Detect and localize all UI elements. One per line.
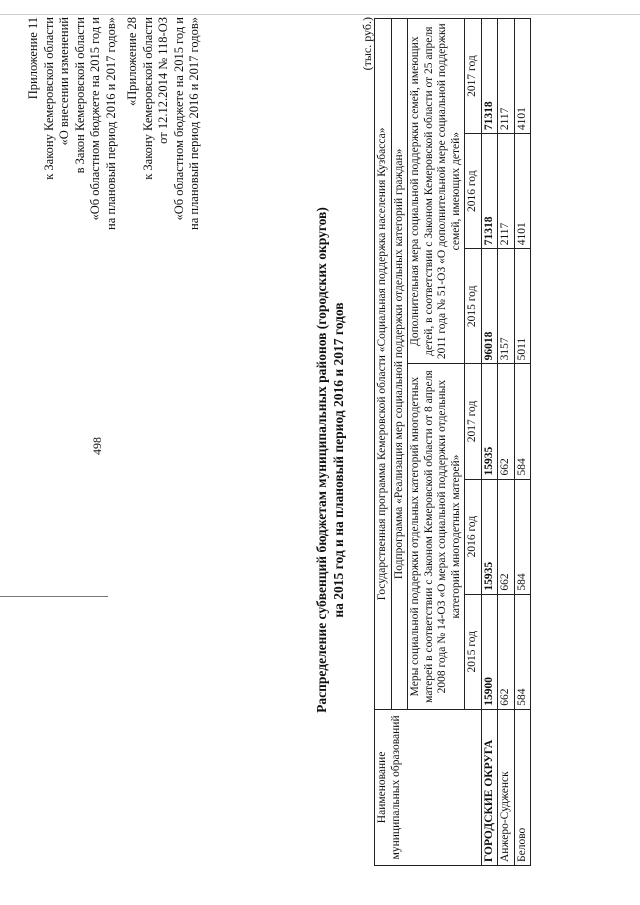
year-header-cell: 2016 год bbox=[465, 134, 482, 249]
row-values-cell: 584 bbox=[514, 594, 531, 709]
row-values-cell: 2117 bbox=[498, 134, 515, 249]
appendix-header-old bbox=[125, 17, 203, 230]
subprogram-header-cell: Подпрограмма «Реализация мер социальной поддержки отдельных категорий граждан» bbox=[391, 19, 408, 710]
row-values-cell: 15935 bbox=[481, 479, 498, 594]
table-row bbox=[481, 19, 498, 866]
row-values-cell: 71318 bbox=[481, 134, 498, 249]
row-values-cell: 2117 bbox=[498, 19, 515, 134]
appendix-line: на плановый период 2016 и 2017 годов» bbox=[103, 17, 118, 230]
row-values-cell: 584 bbox=[514, 364, 531, 479]
title-line-2: на 2015 год и на плановый период 2016 и 2017 годов bbox=[331, 302, 346, 618]
row-values-cell: 96018 bbox=[481, 249, 498, 364]
appendix-header-new bbox=[26, 17, 119, 230]
row-values-cell: 584 bbox=[514, 479, 531, 594]
year-header-cell: 2015 год bbox=[465, 249, 482, 364]
row-values-cell: 71318 bbox=[481, 19, 498, 134]
row-name-cell: Анжеро-Судженск bbox=[498, 709, 515, 865]
table-header-row bbox=[375, 19, 392, 866]
row-values-cell: 15900 bbox=[481, 594, 498, 709]
year-header-cell: 2015 год bbox=[465, 594, 482, 709]
row-values-cell: 5011 bbox=[514, 249, 531, 364]
units-label: (тыс. руб.) bbox=[360, 17, 374, 71]
row-name-cell: Белово bbox=[514, 709, 531, 865]
table-row bbox=[514, 19, 531, 866]
row-values-cell: 662 bbox=[498, 594, 515, 709]
appendix-line: «Об областном бюджете на 2015 год и bbox=[88, 17, 102, 221]
appendix-line: к Закону Кемеровской области bbox=[41, 17, 56, 180]
appendix-line: «Об областном бюджете на 2015 год и bbox=[171, 17, 186, 221]
rotated-document-page bbox=[10, 5, 610, 880]
subventions-table bbox=[374, 18, 531, 866]
row-name-cell: ГОРОДСКИЕ ОКРУГА bbox=[481, 709, 498, 865]
year-header-cell: 2016 год bbox=[465, 479, 482, 594]
year-header-cell: 2017 год bbox=[465, 19, 482, 134]
row-values-cell: 4101 bbox=[514, 19, 531, 134]
row-values-cell: 4101 bbox=[514, 134, 531, 249]
appendix-line: «О внесении изменений bbox=[57, 17, 71, 146]
page-number: 498 bbox=[90, 437, 104, 455]
table-row bbox=[498, 19, 515, 866]
measure-header-cell: Меры социальной поддержки отдельных категорий многодетных матерей в соответствии с Законом Кемеровской области от 8 апреля 2008 года № 14-ОЗ «О мерах социальной поддержки отдельных категорий многодетных матерей» bbox=[408, 364, 465, 709]
program-header-cell: Государственная программа Кемеровской области «Социальная поддержка населения Кузбасса» bbox=[375, 19, 392, 710]
row-values-cell: 3157 bbox=[498, 249, 515, 364]
row-values-cell: 662 bbox=[498, 364, 515, 479]
appendix-line: в Закон Кемеровской области bbox=[72, 17, 87, 174]
appendix-line: от 12.12.2014 № 118-ОЗ bbox=[156, 17, 170, 144]
name-header-cell: Наименование муниципальных образований bbox=[375, 709, 482, 865]
title-line-1: Распределение субвенций бюджетам муниципальных районов (городских округов) bbox=[314, 207, 329, 713]
appendix-line: Приложение 11 bbox=[26, 17, 40, 100]
measure-header-cell: Дополнительная мера социальной поддержки семей, имеющих детей, в соответствии с Законом Кемеровской области от 25 апреля 2011 года № 51-ОЗ «О дополнительной мере социальной поддержки семей, имеющих детей» bbox=[408, 19, 465, 364]
appendix-line: к Закону Кемеровской области bbox=[140, 17, 155, 180]
document-title bbox=[313, 180, 347, 740]
row-values-cell: 15935 bbox=[481, 364, 498, 479]
row-values-cell: 662 bbox=[498, 479, 515, 594]
appendix-line: на плановый период 2016 и 2017 годов» bbox=[187, 17, 201, 230]
appendix-line: «Приложение 28 bbox=[125, 17, 139, 106]
year-header-cell: 2017 год bbox=[465, 364, 482, 479]
